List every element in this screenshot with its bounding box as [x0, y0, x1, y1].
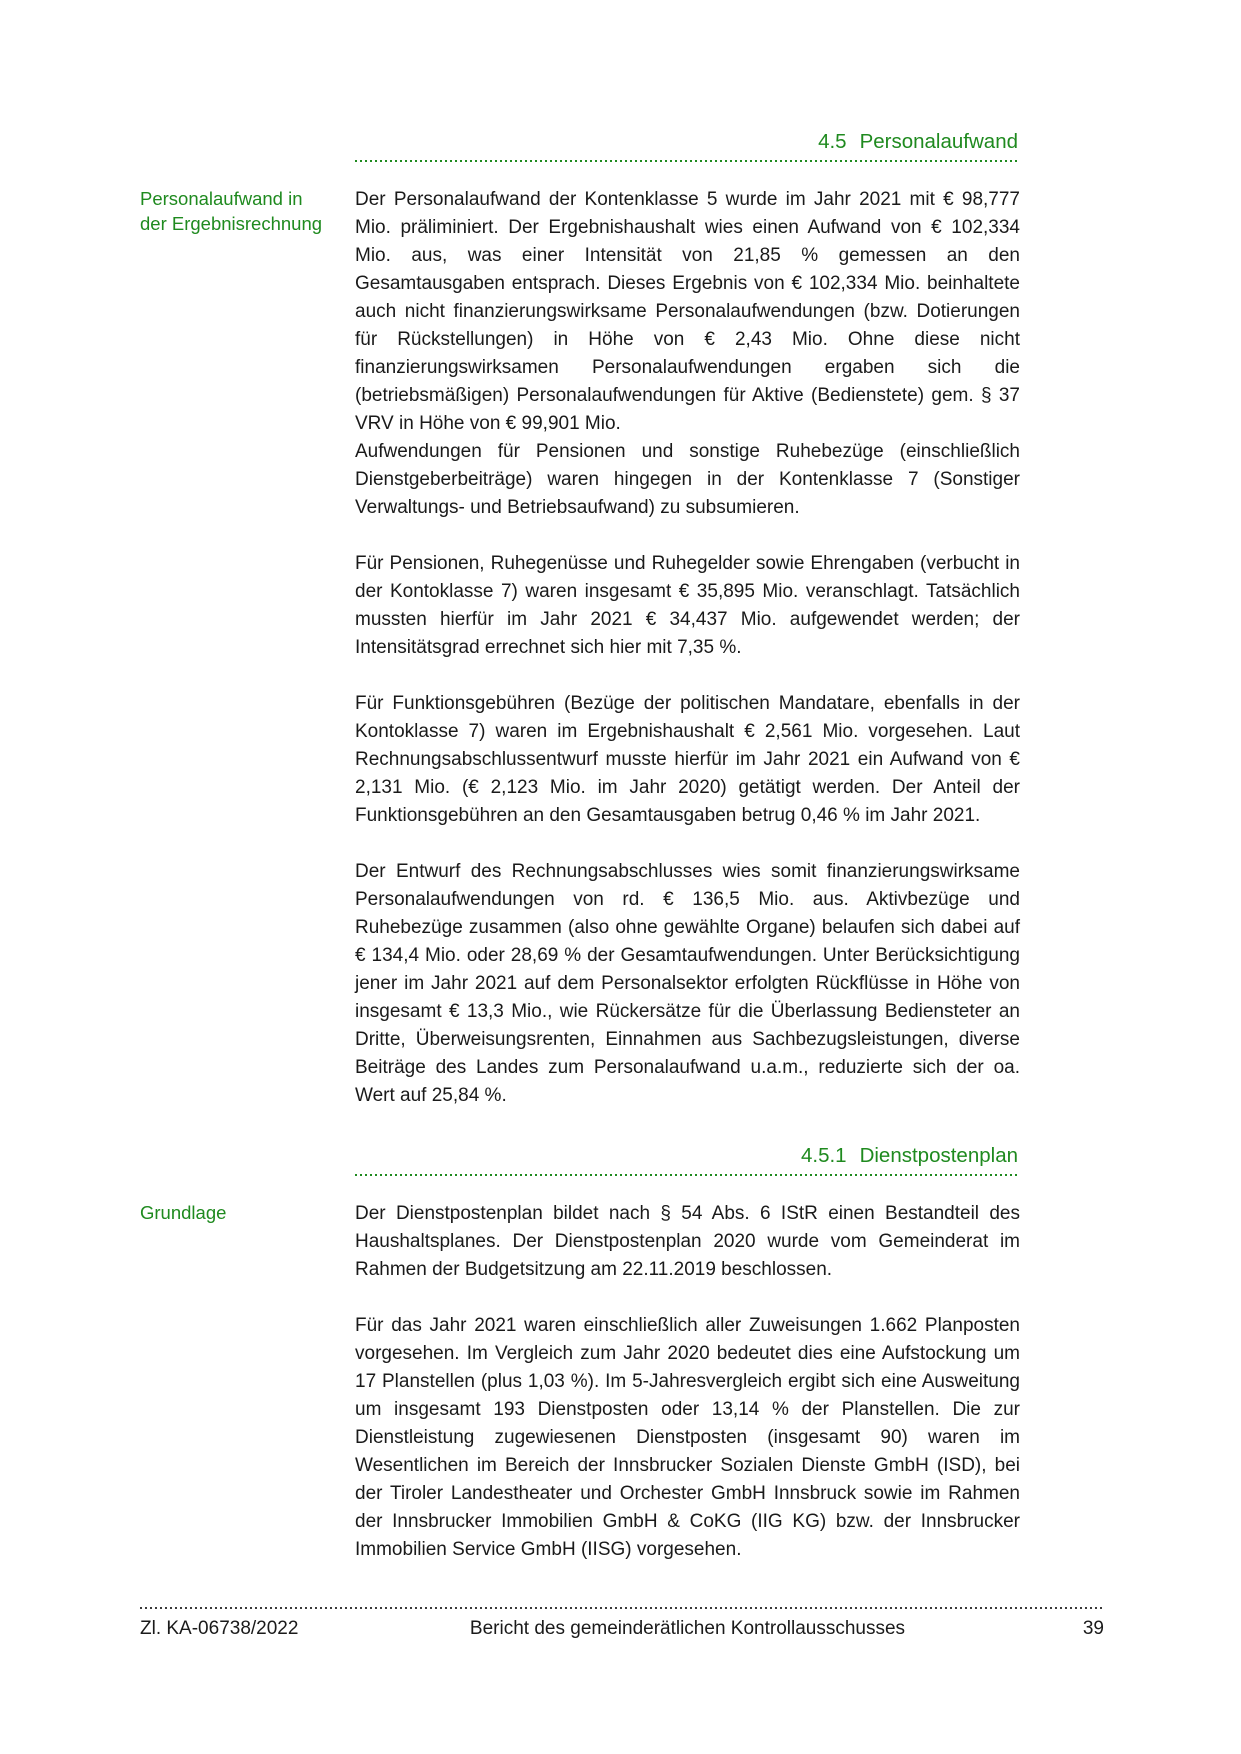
section-heading [355, 130, 1020, 160]
section-title: Personalaufwand [859, 130, 1018, 153]
margin-label-grundlage: Grundlage [140, 1202, 227, 1223]
paragraph-personalaufwand-1: Der Personalaufwand der Kontenklasse 5 wurde im Jahr 2021 mit € 98,777 Mio. präliminiert. Der Ergebnishaushalt wies einen Aufwand von € 102,334 Mio. aus, was einer Intensität von 21,85 % gemessen an den Gesamtausgaben entsprach. Dieses Ergebnis von € 102,334 Mio. beinhaltete auch nicht finanzierungswirksame Personalaufwendungen (bzw. Dotierungen für Rückstellungen) in Höhe von € 2,43 Mio. Ohne diese nicht finanzierungswirksamen Personalaufwendungen ergaben sich die (betriebsmäßigen) Personalaufwendungen für Aktive (Bedienstete) gem. § 37 VRV in Höhe von € 99,901 Mio. [355, 189, 1020, 434]
paragraph-personalaufwand-2: Aufwendungen für Pensionen und sonstige Ruhebezüge (einschließlich Dienstgeberbeiträge) waren hingegen in der Kontenklasse 7 (Sonstiger Verwaltungs- und Betriebsaufwand) zu subsumieren. [355, 441, 1020, 518]
page-content [140, 130, 1020, 1564]
subsection-heading-row [140, 1144, 1020, 1200]
paragraph-dienstpostenplan-1: Der Dienstpostenplan bildet nach § 54 Abs. 6 IStR einen Bestandteil des Haushaltsplanes. Der Dienstpostenplan 2020 wurde vom Gemeinderat im Rahmen der Budgetsitzung am 22.11.2019 beschlossen. [355, 1203, 1020, 1280]
subsection-title: Dienstpostenplan [859, 1144, 1018, 1167]
margin-column [140, 1200, 355, 1225]
paragraph-dienstpostenplan-2: Für das Jahr 2021 waren einschließlich aller Zuweisungen 1.662 Planposten vorgesehen. Im Vergleich zum Jahr 2020 bedeutet dies eine Aufstockung um 17 Planstellen (plus 1,03 %). Im 5-Jahresvergleich ergibt sich eine Ausweitung um insgesamt 193 Dienstposten oder 13,14 % der Planstellen. Die zur Dienstleistung zugewiesenen Dienstposten (insgesamt 90) waren im Wesentlichen im Bereich der Innsbrucker Sozialen Dienste GmbH (ISD), bei der Tiroler Landestheater und Orchester GmbH Innsbruck sowie im Rahmen der Innsbrucker Immobilien GmbH & CoKG (IIG KG) bzw. der Innsbrucker Immobilien Service GmbH (IISG) vorgesehen. [355, 1315, 1020, 1560]
footer-page-number: 39 [1082, 1618, 1104, 1639]
page-footer [140, 1607, 1104, 1643]
text-column [355, 186, 1020, 1110]
footer-row [140, 1617, 1104, 1643]
section-number: 4.5 [818, 130, 847, 153]
section-body-row [140, 186, 1020, 1110]
subsection-number: 4.5.1 [800, 1144, 847, 1167]
heading-divider-dotted-line [355, 1174, 1020, 1176]
paragraph-pensionen: Für Pensionen, Ruhegenüsse und Ruhegelder sowie Ehrengaben (verbucht in der Kontoklasse 7) waren insgesamt € 35,895 Mio. veranschlagt. Tatsächlich mussten hierfür im Jahr 2021 € 34,437 Mio. aufgewendet werden; der Intensitätsgrad errechnet sich hier mit 7,35 %. [355, 553, 1020, 658]
heading-column [355, 1144, 1020, 1200]
text-column [355, 1200, 1020, 1564]
subsection-body-row [140, 1200, 1020, 1564]
paragraph-funktionsgebuehren: Für Funktionsgebühren (Bezüge der politischen Mandatare, ebenfalls in der Kontoklasse 7) waren im Ergebnishaushalt € 2,561 Mio. vorgesehen. Laut Rechnungsabschlussentwurf musste hierfür im Jahr 2021 ein Aufwand von € 2,131 Mio. (€ 2,123 Mio. im Jahr 2020) getätigt werden. Der Anteil der Funktionsgebühren an den Gesamtausgaben betrug 0,46 % im Jahr 2021. [355, 693, 1020, 826]
footer-document-title: Bericht des gemeinderätlichen Kontrollausschusses [469, 1618, 906, 1639]
margin-label-personalaufwand: Personalaufwand in der Ergebnisrechnung [140, 188, 323, 234]
footer-divider-dotted-line [140, 1607, 1104, 1609]
margin-column [140, 186, 355, 236]
section-personalaufwand [140, 130, 1020, 1110]
footer-reference-number: Zl. KA-06738/2022 [140, 1618, 299, 1639]
heading-column [355, 130, 1020, 186]
section-dienstpostenplan [140, 1144, 1020, 1564]
section-heading-row [140, 130, 1020, 186]
subsection-heading [355, 1144, 1020, 1174]
heading-divider-dotted-line [355, 160, 1020, 162]
paragraph-rechnungsabschluss: Der Entwurf des Rechnungsabschlusses wies somit finanzierungswirksame Personalaufwendungen von rd. € 136,5 Mio. aus. Aktivbezüge und Ruhebezüge zusammen (also ohne gewählte Organe) belaufen sich dabei auf € 134,4 Mio. oder 28,69 % der Gesamtaufwendungen. Unter Berücksichtigung jener im Jahr 2021 auf dem Personalsektor erfolgten Rückflüsse in Höhe von insgesamt € 13,3 Mio., wie Rückersätze für die Überlassung Bediensteter an Dritte, Überweisungsrenten, Einnahmen aus Sachbezugsleistungen, diverse Beiträge des Landes zum Personalaufwand u.a.m., reduzierte sich der oa. Wert auf 25,84 %. [355, 861, 1020, 1106]
